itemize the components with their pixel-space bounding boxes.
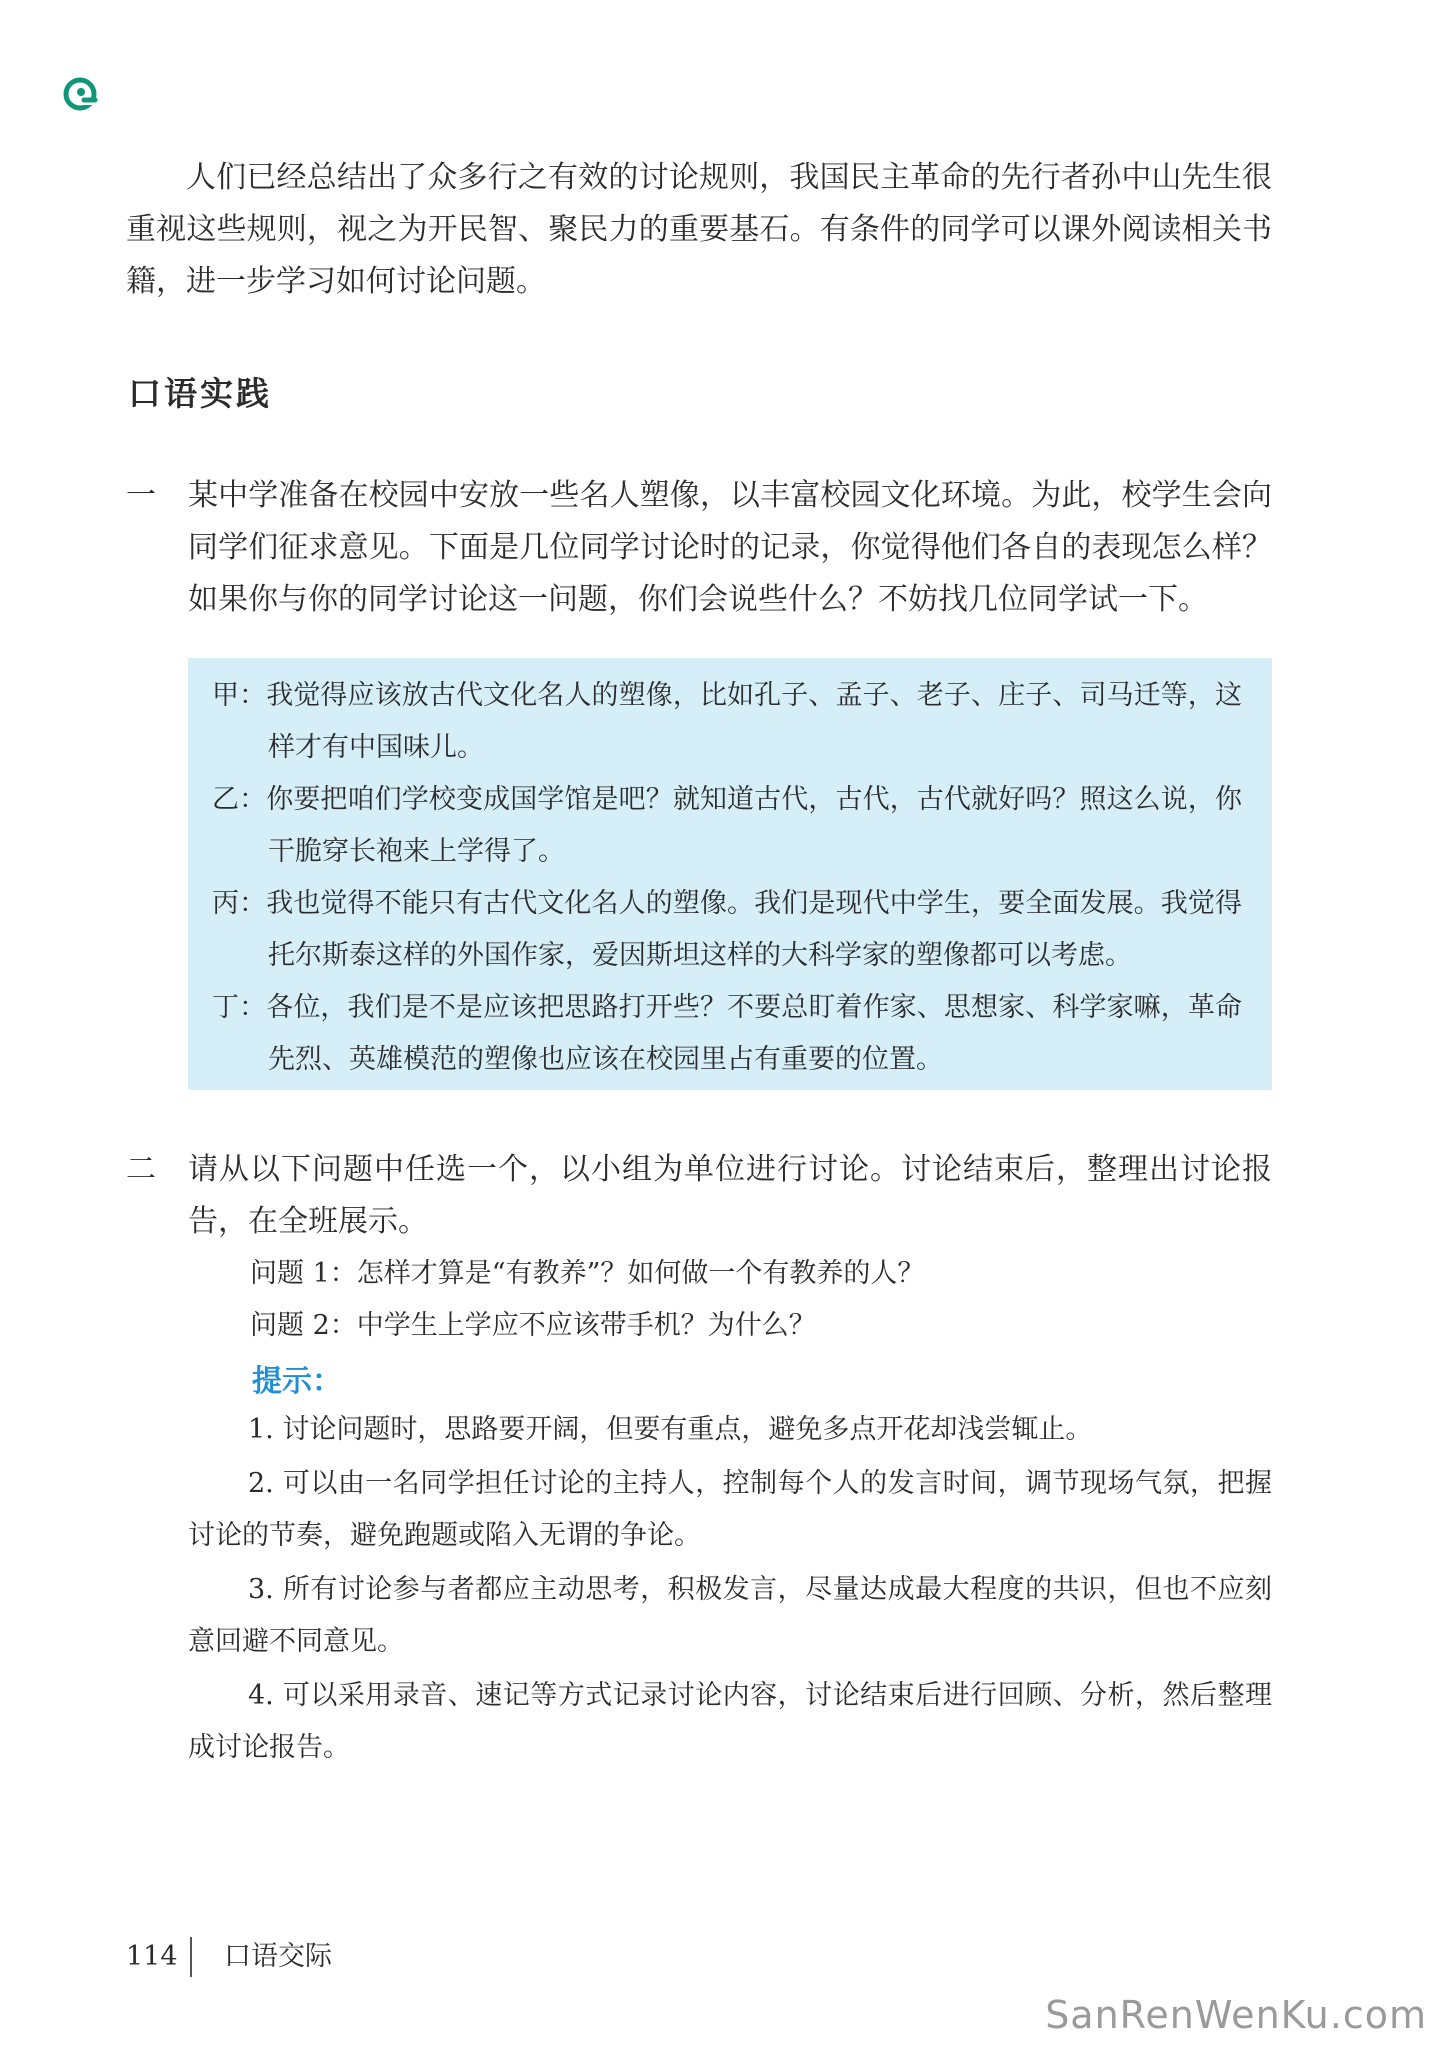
exercise-1-text: 某中学准备在校园中安放一些名人塑像，以丰富校园文化环境。为此，校学生会向同学们征求意见。下面是几位同学讨论时的记录，你觉得他们各自的表现怎么样？如果你与你的同学讨论这一问题，你们会说些什么？不妨找几位同学试一下。 xyxy=(188,478,1272,617)
dialogue-line-bing: 丙：我也觉得不能只有古代文化名人的塑像。我们是现代中学生，要全面发展。我觉得托尔斯泰这样的外国作家，爱因斯坦这样的大科学家的塑像都可以考虑。 xyxy=(212,888,1242,971)
tip-1: 1. 讨论问题时，思路要开阔，但要有重点，避免多点开花却浅尝辄止。 xyxy=(248,1414,1093,1445)
tip-4: 4. 可以采用录音、速记等方式记录讨论内容，讨论结束后进行回顾、分析，然后整理成讨论报告。 xyxy=(188,1680,1272,1763)
section-heading: 口语实践 xyxy=(128,374,272,413)
tip-2: 2. 可以由一名同学担任讨论的主持人，控制每个人的发言时间，调节现场气氛，把握讨论的节奏，避免跑题或陷入无谓的争论。 xyxy=(188,1468,1272,1551)
ear-speech-icon xyxy=(62,76,98,112)
tip-3: 3. 所有讨论参与者都应主动思考，积极发言，尽量达成最大程度的共识，但也不应刻意回避不同意见。 xyxy=(188,1574,1272,1657)
dialogue-line-yi: 乙：你要把咱们学校变成国学馆是吧？就知道古代，古代，古代就好吗？照这么说，你干脆穿长袍来上学得了。 xyxy=(212,784,1242,867)
question-1: 问题 1：怎样才算是“有教养”？如何做一个有教养的人？ xyxy=(250,1258,925,1289)
question-list xyxy=(250,1248,1272,1352)
intro-paragraph: 人们已经总结出了众多行之有效的讨论规则，我国民主革命的先行者孙中山先生很重视这些规则，视之为开民智、聚民力的重要基石。有条件的同学可以课外阅读相关书籍，进一步学习如何讨论问题。 xyxy=(126,160,1272,299)
footer-divider xyxy=(190,1937,192,1977)
exercise-1-number: 一 xyxy=(126,478,156,513)
exercise-2-text: 请从以下问题中任选一个，以小组为单位进行讨论。讨论结束后，整理出讨论报告，在全班展示。 xyxy=(188,1152,1272,1239)
exercise-1 xyxy=(126,470,1272,626)
exercise-2-number: 二 xyxy=(126,1152,156,1187)
dialogue-box xyxy=(188,658,1272,1090)
tips-list xyxy=(188,1404,1272,1776)
dialogue-line-jia: 甲：我觉得应该放古代文化名人的塑像，比如孔子、孟子、老子、庄子、司马迁等，这样才有中国味儿。 xyxy=(212,680,1242,763)
tips-label: 提示： xyxy=(252,1364,342,1399)
question-2: 问题 2：中学生上学应不应该带手机？为什么？ xyxy=(250,1310,816,1341)
footer-section-name: 口语交际 xyxy=(224,1941,332,1972)
exercise-2 xyxy=(126,1144,1272,1248)
dialogue-line-ding: 丁：各位，我们是不是应该把思路打开些？不要总盯着作家、思想家、科学家嘛，革命先烈、英雄模范的塑像也应该在校园里占有重要的位置。 xyxy=(212,992,1242,1075)
watermark: SanRenWenKu.com xyxy=(1045,1993,1427,2037)
page-number: 114 xyxy=(126,1941,178,1972)
